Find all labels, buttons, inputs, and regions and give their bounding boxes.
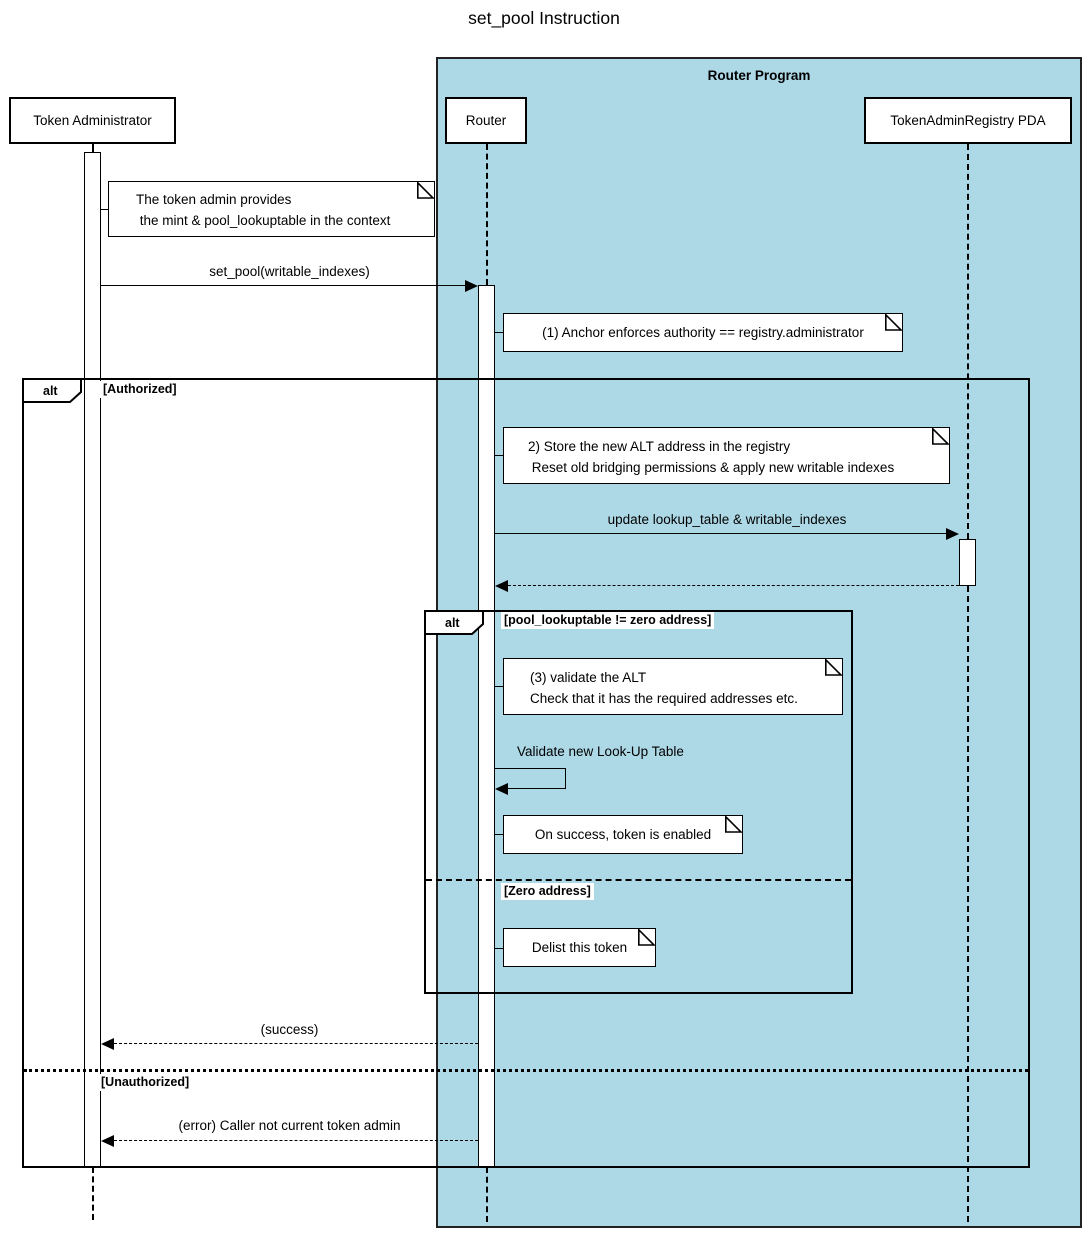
message-update-line [495,533,946,534]
message-validate-self-label: Validate new Look-Up Table [517,744,684,759]
message-set-pool-label: set_pool(writable_indexes) [209,264,370,279]
diagram-title: set_pool Instruction [468,8,620,28]
note-token-enabled [503,815,743,854]
self-message-top-line [495,768,565,769]
inner-alt-operator: alt [445,616,460,630]
message-success-line [114,1043,478,1044]
note-validate-line-2: Check that it has the required addresses etc. [530,691,798,706]
inner-alt-guard-bottom: [Zero address] [501,883,594,900]
inner-alt-pentagon [424,610,484,635]
note-anchor-check [503,313,903,352]
arrowhead-right-icon [946,528,959,540]
outer-alt-divider [24,1069,1028,1072]
note-delist [503,928,656,967]
arrowhead-right-icon [465,280,478,292]
note-validate-line-1: (3) validate the ALT [530,670,647,685]
arrowhead-left-icon [495,580,508,592]
note-token-enabled-text: On success, token is enabled [534,827,712,842]
note-store-line-2: Reset old bridging permissions & apply new writable indexes [528,460,895,475]
note-anchor-text: (1) Anchor enforces authority == registry.administrator [542,325,864,340]
note-fold-icon [725,816,742,833]
message-error-line [114,1140,478,1141]
note-fold-icon [932,428,949,445]
arrowhead-left-icon [495,783,508,795]
note-store-line-1: 2) Store the new ALT address in the registry [528,439,791,454]
note-validate-alt [503,658,843,715]
return-update-line [508,585,959,586]
participant-pda [864,97,1072,144]
outer-alt-guard-bottom: [Unauthorized] [98,1074,192,1091]
arrowhead-left-icon [101,1038,114,1050]
message-success-label: (success) [260,1022,319,1037]
participant-token-administrator-label: Token Administrator [33,113,152,128]
note-fold-icon [885,314,902,331]
note-context-line-2: the mint & pool_lookuptable in the context [136,213,391,228]
note-fold-icon [417,182,434,199]
note-delist-text: Delist this token [531,940,628,955]
router-lifeline-bottom [486,1167,488,1222]
note-context-line-1: The token admin provides [136,192,292,207]
note-context [108,181,435,237]
message-set-pool-line [101,285,465,286]
arrowhead-left-icon [101,1135,114,1147]
router-program-label: Router Program [707,68,811,83]
self-message-bottom-line [508,788,565,789]
self-message-right-line [565,768,566,789]
note-fold-icon [825,659,842,676]
router-lifeline-top [486,144,488,285]
note-fold-icon [638,929,655,946]
inner-alt-divider [426,879,851,881]
inner-alt-guard-top: [pool_lookuptable != zero address] [501,612,714,629]
participant-token-administrator [9,97,176,144]
message-update-label: update lookup_table & writable_indexes [607,512,847,527]
outer-alt-pentagon [22,378,82,403]
outer-alt-guard-top: [Authorized] [100,381,180,398]
message-error-label: (error) Caller not current token admin [178,1118,401,1133]
participant-router [445,97,527,144]
token-admin-lifeline [92,1167,94,1220]
participant-router-label: Router [465,113,507,128]
outer-alt-operator: alt [43,384,58,398]
participant-pda-label: TokenAdminRegistry PDA [890,113,1046,128]
note-store-alt [503,427,950,484]
